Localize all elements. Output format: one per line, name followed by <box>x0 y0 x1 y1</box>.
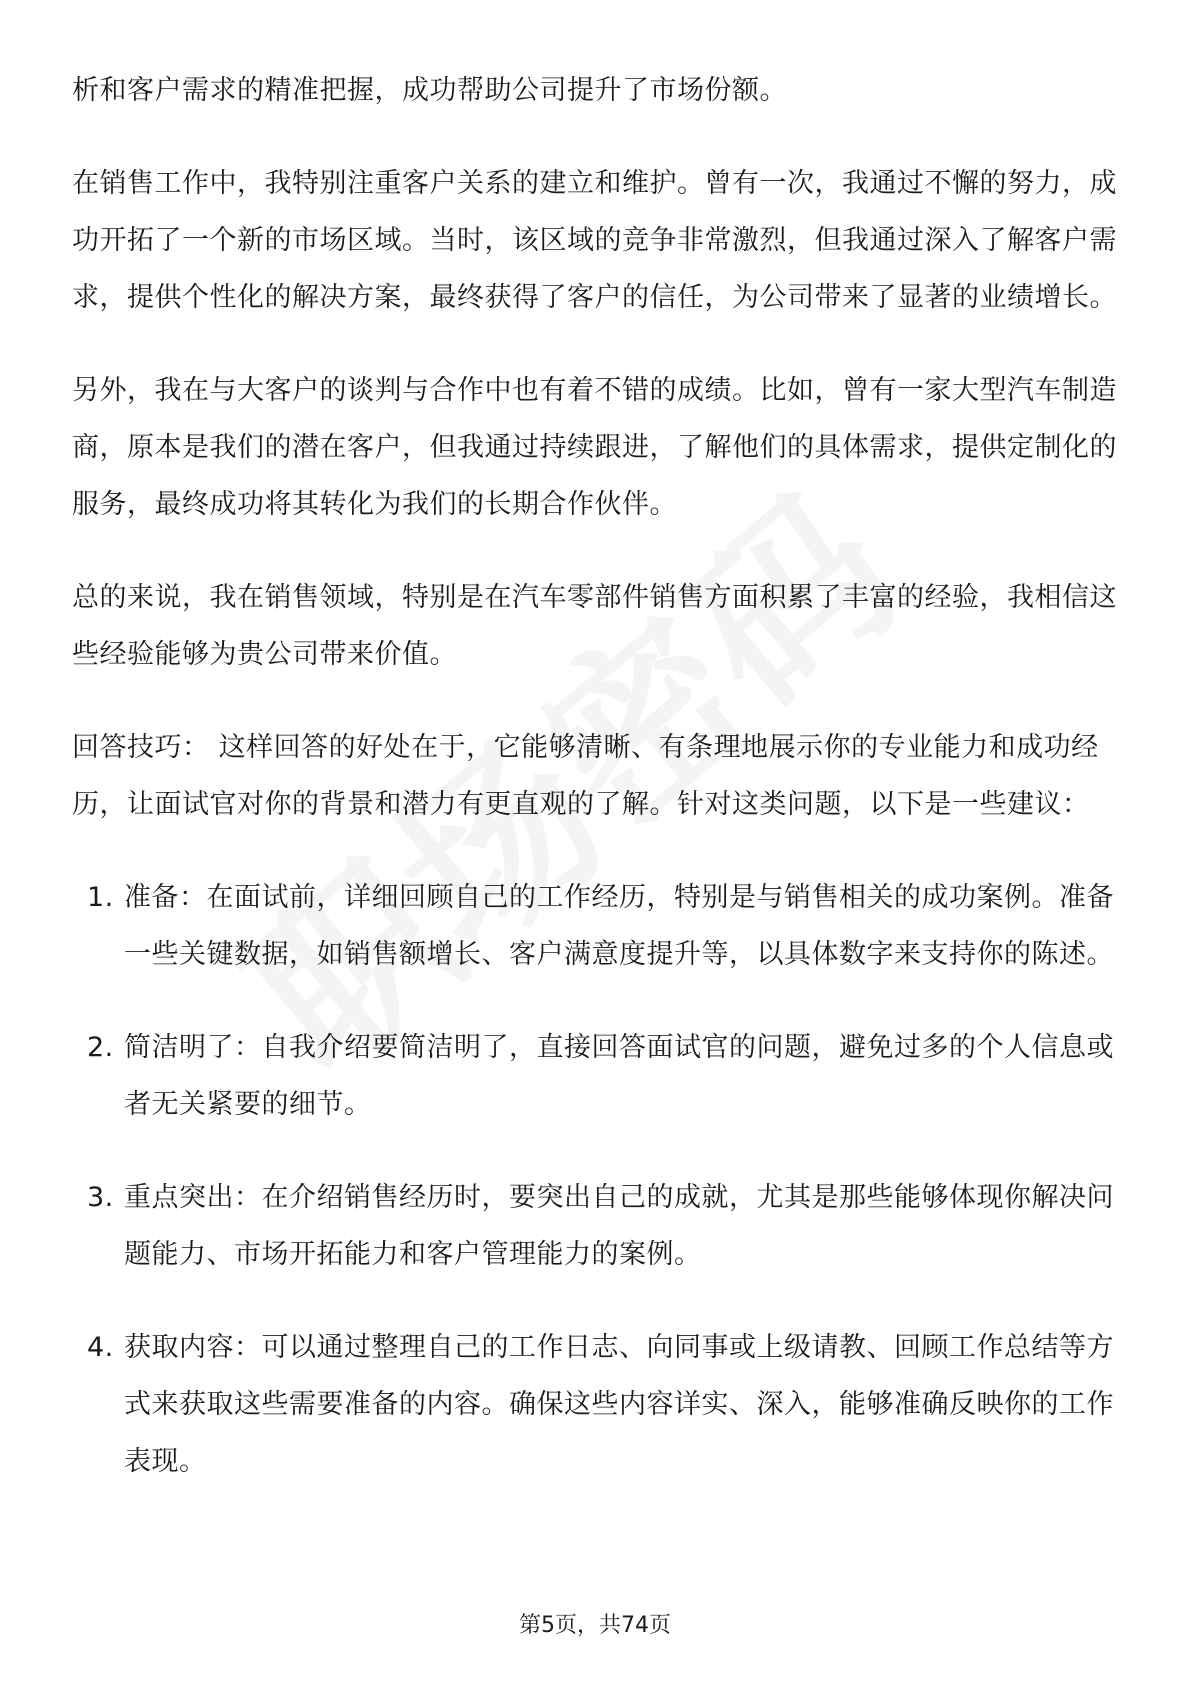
paragraph: 总的来说，我在销售领域，特别是在汽车零部件销售方面积累了丰富的经验，我相信这些经验能够为贵公司带来价值。 <box>72 582 1117 670</box>
list-number: 3. <box>87 1182 114 1213</box>
list-item <box>72 1319 1122 1490</box>
paragraph: 析和客户需求的精准把握，成功帮助公司提升了市场份额。 <box>72 75 787 106</box>
tips-list <box>72 869 1122 1490</box>
page-content <box>72 62 1122 1526</box>
paragraph: 另外，我在与大客户的谈判与合作中也有着不错的成绩。比如，曾有一家大型汽车制造商，原本是我们的潜在客户，但我通过持续跟进，了解他们的具体需求，提供定制化的服务，最终成功将其转化为我们的长期合作伙伴。 <box>72 375 1117 520</box>
tips-paragraph: 回答技巧： 这样回答的好处在于，它能够清晰、有条理地展示你的专业能力和成功经历，让面试官对你的背景和潜力有更直观的了解。针对这类问题，以下是一些建议： <box>72 732 1099 820</box>
list-number: 2. <box>87 1032 114 1063</box>
list-item-text: 重点突出：在介绍销售经历时，要突出自己的成就，尤其是那些能够体现你解决问题能力、市场开拓能力和客户管理能力的案例。 <box>124 1182 1114 1270</box>
list-item <box>72 1019 1122 1133</box>
list-number: 1. <box>87 882 114 913</box>
list-item-text: 准备：在面试前，详细回顾自己的工作经历，特别是与销售相关的成功案例。准备一些关键数据，如销售额增长、客户满意度提升等，以具体数字来支持你的陈述。 <box>124 882 1114 970</box>
paragraph: 在销售工作中，我特别注重客户关系的建立和维护。曾有一次，我通过不懈的努力，成功开拓了一个新的市场区域。当时，该区域的竞争非常激烈，但我通过深入了解客户需求，提供个性化的解决方案，最终获得了客户的信任，为公司带来了显著的业绩增长。 <box>72 168 1117 313</box>
list-item-text: 获取内容：可以通过整理自己的工作日志、向同事或上级请教、回顾工作总结等方式来获取这些需要准备的内容。确保这些内容详实、深入，能够准确反映你的工作表现。 <box>124 1332 1114 1477</box>
list-item <box>72 1169 1122 1283</box>
list-number: 4. <box>87 1332 114 1363</box>
list-item <box>72 869 1122 983</box>
list-item-text: 简洁明了：自我介绍要简洁明了，直接回答面试官的问题，避免过多的个人信息或者无关紧要的细节。 <box>124 1032 1114 1120</box>
page-footer: 第5页，共74页 <box>519 1613 671 1638</box>
